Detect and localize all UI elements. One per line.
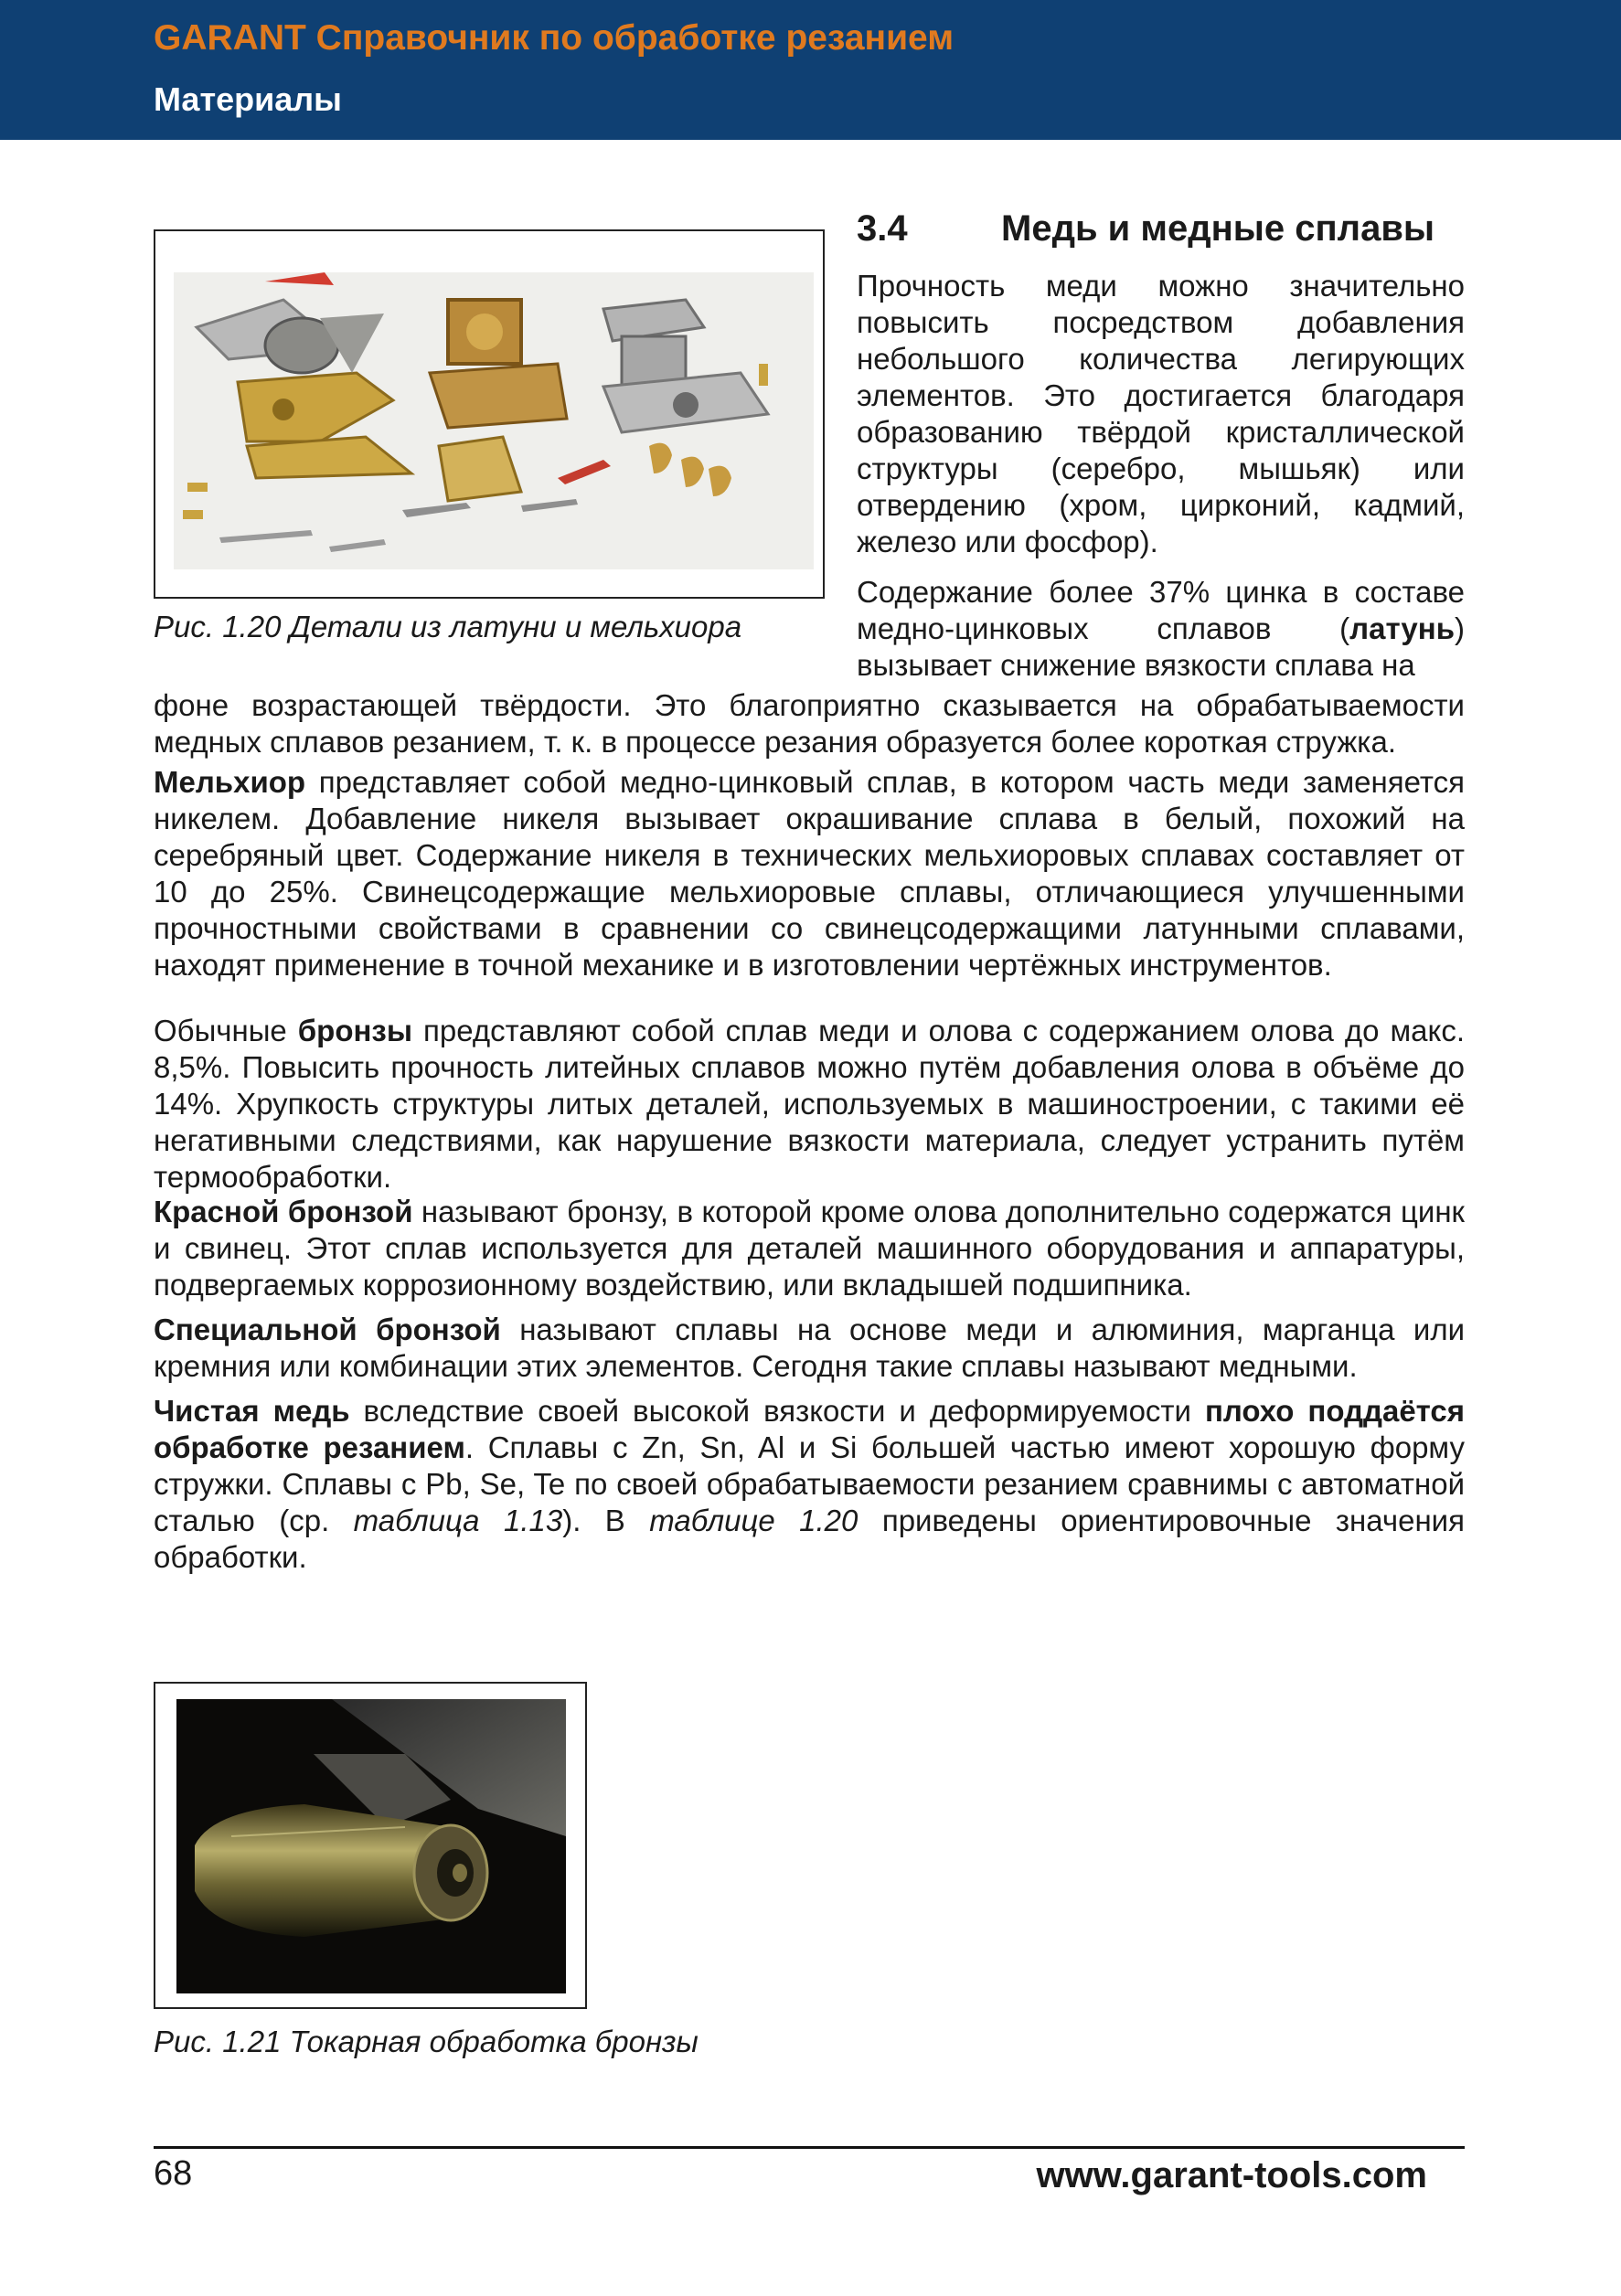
header-title: GARANT Справочник по обработке резанием <box>154 18 954 58</box>
text: ) вызывает снижение вязкости сплава на <box>857 611 1465 682</box>
term-red-bronze: Красной бронзой <box>154 1195 413 1228</box>
term-poor-machinability: плохо поддаётся обработке резанием <box>154 1394 1466 1464</box>
text: вследствие своей высокой вязкости и деформируемости <box>349 1394 1205 1428</box>
figure-1-20-caption: Рис. 1.20 Детали из латуни и мельхиора <box>154 610 742 643</box>
text: Содержание более 37% цинка в составе медно-цинковых сплавов ( <box>857 575 1465 645</box>
paragraph-bronze <box>154 1013 1465 1196</box>
bronze-turning-photo <box>176 1699 566 1993</box>
figure-1-21-caption: Рис. 1.21 Токарная обработка бронзы <box>154 2025 699 2058</box>
text: приведены ориентировочные значения обработки. <box>154 1504 1465 1574</box>
figure-bronze-turning <box>154 1682 587 2009</box>
term-bronze: бронзы <box>297 1014 412 1047</box>
page-number: 68 <box>154 2154 193 2193</box>
paragraph-nickel-silver <box>154 764 1465 983</box>
text: ). В <box>562 1504 650 1537</box>
term-brass: латунь <box>1349 611 1455 645</box>
paragraph-brass-continued: фоне возрастающей твёрдости. Это благоприятно сказывается на обрабатываемости медных сплавов резанием, т. к. в процессе резания образуется более короткая стружка. <box>154 688 1465 759</box>
text: называют бронзу, в которой кроме олова дополнительно содержатся цинк и свинец. Этот сплав используется для деталей машинного оборудования и аппаратуры, подвергаемых коррозионному воздействию, или вкладышей подшипника. <box>154 1195 1465 1302</box>
brass-parts-photo <box>174 272 814 569</box>
table-reference: таблице 1.20 <box>649 1504 858 1537</box>
section-number: 3.4 <box>857 208 908 249</box>
term-special-bronze: Специальной бронзой <box>154 1313 501 1346</box>
paragraph-brass-start <box>857 574 1465 684</box>
text: . Сплавы с Zn, Sn, Al и Si большей частью имеют хорошую форму стружки. Сплавы с Pb, Se, Te по своей обрабатываемости резанием сравнимы с автоматной сталью (ср. <box>154 1430 1465 1537</box>
website-link[interactable]: www.garant-tools.com <box>1036 2155 1427 2195</box>
term-pure-copper: Чистая медь <box>154 1394 350 1428</box>
text: Обычные <box>154 1014 298 1047</box>
table-reference: таблица 1.13 <box>353 1504 563 1537</box>
paragraph-special-bronze <box>154 1312 1465 1385</box>
text: представляют собой сплав меди и олова с содержанием олова до макс. 8,5%. Повысить прочность литейных сплавов можно путём добавления олова в объёме до 14%. Хрупкость структуры литых деталей, используемых в машиностроении, с такими её негативными следствиями, как нарушение вязкости материала, следует устранить путём термообработки. <box>154 1014 1466 1194</box>
text: представляет собой медно-цинковый сплав, в котором часть меди заменяется никелем. Добавление никеля вызывает окрашивание сплава в белый, похожий на серебряный цвет. Содержание никеля в технических мельхиоровых сплавах составляет от 10 до 25%. Свинецсодержащие мельхиоровые сплавы, отличающиеся улучшенными прочностными свойствами в сравнении со свинецсодержащими латунными сплавами, находят применение в точной механике и в изготовлении чертёжных инструментов. <box>154 765 1465 982</box>
text: называют сплавы на основе меди и алюминия, марганца или кремния или комбинации этих элементов. Сегодня такие сплавы называют медными. <box>154 1313 1466 1383</box>
term-nickel-silver: Мельхиор <box>154 765 306 799</box>
header-subtitle: Материалы <box>154 80 342 118</box>
footer-divider <box>154 2146 1465 2149</box>
page-header <box>0 0 1621 140</box>
paragraph-pure-copper <box>154 1393 1465 1576</box>
figure-brass-parts <box>154 229 825 599</box>
paragraph-red-bronze <box>154 1194 1465 1303</box>
section-title: Медь и медные сплавы <box>1001 208 1435 249</box>
paragraph-strength: Прочность меди можно значительно повысить посредством добавления небольшого количества легирующих элементов. Это достигается благодаря образованию твёрдой кристаллической структуры (серебро, мышьяк) или отвердению (хром, цирконий, кадмий, железо или фосфор). <box>857 269 1465 558</box>
